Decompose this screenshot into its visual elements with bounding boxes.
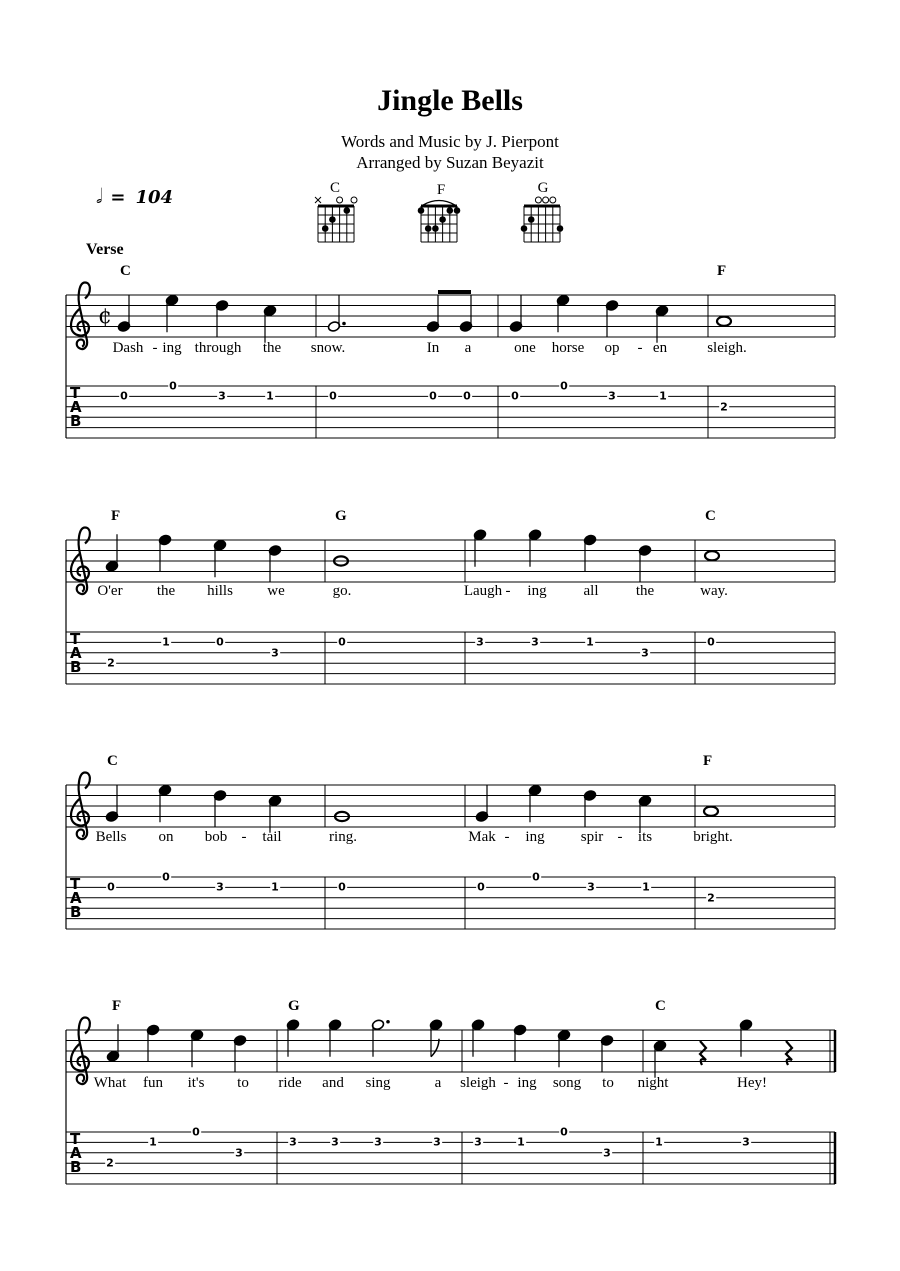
chord-symbol: C — [120, 263, 131, 279]
tab-fret-number: 1 — [266, 389, 274, 403]
lyric-syllable: - — [637, 340, 643, 356]
tab-fret-number: 0 — [107, 880, 115, 894]
chord-symbol: C — [705, 508, 716, 524]
tab-fret-number: 1 — [655, 1135, 663, 1149]
tempo-value: 104 — [135, 187, 174, 208]
lyric-syllable: its — [637, 829, 653, 845]
lyric-syllable: O'er — [97, 583, 123, 599]
tab-fret-number: 3 — [216, 880, 224, 894]
lyric-syllable: the — [262, 340, 282, 356]
lyric-syllable: In — [426, 340, 440, 356]
chord-symbol: G — [288, 998, 300, 1014]
lyric-syllable: the — [156, 583, 176, 599]
tab-fret-number: 2 — [720, 400, 728, 414]
tab-fret-number: 0 — [169, 379, 177, 393]
tab-fret-number: 0 — [560, 379, 568, 393]
lyric-syllable: - — [617, 829, 623, 845]
chord-symbol: F — [111, 508, 121, 524]
chord-grid-c-dot — [344, 207, 351, 214]
chord-diagram-g-name: G — [537, 180, 549, 196]
tab-fret-number: 3 — [331, 1135, 339, 1149]
chord-symbol: F — [112, 998, 122, 1014]
chord-symbol: F — [717, 263, 727, 279]
tab-fret-number: 3 — [289, 1135, 297, 1149]
tab-fret-number: 0 — [511, 389, 519, 403]
lyric-syllable: through — [194, 340, 242, 356]
lyric-syllable: one — [514, 340, 536, 356]
tab-clef-a: A — [70, 644, 82, 662]
lyric-syllable: - — [505, 583, 511, 599]
tab-fret-number: 0 — [477, 880, 485, 894]
tab-fret-number: 0 — [162, 870, 170, 884]
tab-fret-number: 1 — [642, 880, 650, 894]
lyric-syllable: - — [241, 829, 247, 845]
lyric-syllable: What — [93, 1075, 127, 1091]
tab-fret-number: 0 — [216, 635, 224, 649]
lyric-syllable: way. — [700, 583, 728, 599]
tab-fret-number: 1 — [149, 1135, 157, 1149]
chord-grid-f-barre — [423, 201, 455, 206]
lyric-syllable: it's — [187, 1075, 205, 1091]
lyric-syllable: spir — [580, 829, 604, 845]
lyric-syllable: to — [237, 1075, 249, 1091]
chord-grid-g-open — [550, 197, 556, 203]
lyric-syllable: bright. — [693, 829, 733, 845]
lyric-syllable: to — [602, 1075, 614, 1091]
chord-grid-c-open — [337, 197, 343, 203]
lyric-syllable: bob — [204, 829, 228, 845]
tab-clef-t: T — [70, 630, 81, 648]
tab-clef-b: B — [70, 1158, 82, 1176]
tab-fret-number: 0 — [707, 635, 715, 649]
tab-fret-number: 0 — [532, 870, 540, 884]
lyric-syllable: hills — [207, 583, 233, 599]
tab-clef-t: T — [70, 875, 81, 893]
lyric-syllable: - — [152, 340, 158, 356]
chord-symbol: F — [703, 753, 713, 769]
chord-grid-c-open — [351, 197, 357, 203]
tab-fret-number: 3 — [433, 1135, 441, 1149]
chord-diagram-c-name: C — [329, 180, 340, 196]
lyric-syllable: - — [504, 829, 510, 845]
section-label-verse: Verse — [86, 241, 124, 258]
tab-fret-number: 0 — [120, 389, 128, 403]
arranger-credit: Arranged by Suzan Beyazit — [356, 153, 544, 172]
tab-fret-number: 1 — [162, 635, 170, 649]
lyric-syllable: ing — [525, 829, 545, 845]
chord-grid-f-dot — [418, 207, 425, 214]
lyric-syllable: ride — [278, 1075, 302, 1091]
cut-time-icon: ¢ — [98, 304, 112, 329]
dot — [342, 322, 346, 326]
tab-fret-number: 1 — [659, 389, 667, 403]
tab-fret-number: 1 — [586, 635, 594, 649]
lyric-syllable: song — [552, 1075, 582, 1091]
tab-fret-number: 0 — [429, 389, 437, 403]
tab-fret-number: 3 — [374, 1135, 382, 1149]
tab-fret-number: 3 — [235, 1146, 243, 1160]
lyric-syllable: sleigh — [460, 1075, 496, 1091]
lyric-syllable: Dash — [112, 340, 144, 356]
chord-grid-g-open — [543, 197, 549, 203]
tab-clef-a: A — [70, 398, 82, 416]
tab-clef-a: A — [70, 889, 82, 907]
tab-fret-number: 3 — [603, 1146, 611, 1160]
tempo-equals: = — [110, 187, 126, 208]
tab-clef-b: B — [70, 658, 82, 676]
lyric-syllable: fun — [143, 1075, 163, 1091]
chord-grid-f-dot — [432, 225, 439, 232]
dot — [386, 1020, 390, 1024]
tab-fret-number: 3 — [474, 1135, 482, 1149]
tab-fret-number: 3 — [641, 646, 649, 660]
lyric-syllable: en — [652, 340, 668, 356]
lyric-syllable: and — [322, 1075, 344, 1091]
tab-clef-t: T — [70, 384, 81, 402]
lyric-syllable: ing — [527, 583, 547, 599]
tab-fret-number: 3 — [271, 646, 279, 660]
tab-fret-number: 2 — [707, 891, 715, 905]
tab-fret-number: 0 — [192, 1125, 200, 1139]
tab-fret-number: 3 — [742, 1135, 750, 1149]
lyric-syllable: snow. — [310, 340, 346, 356]
tab-fret-number: 0 — [329, 389, 337, 403]
tab-fret-number: 2 — [107, 656, 115, 670]
tab-fret-number: 3 — [476, 635, 484, 649]
tab-fret-number: 0 — [463, 389, 471, 403]
tab-clef-t: T — [70, 1130, 81, 1148]
lyric-syllable: the — [635, 583, 655, 599]
chord-grid-g-open — [535, 197, 541, 203]
chord-grid-f-dot — [454, 207, 461, 214]
lyric-syllable: ing — [162, 340, 182, 356]
chord-symbol: C — [107, 753, 118, 769]
whole-note — [717, 317, 731, 326]
lyric-syllable: Mak — [468, 829, 496, 845]
lyric-syllable: a — [464, 340, 472, 356]
lyric-syllable: op — [604, 340, 620, 356]
chord-grid-f-dot — [425, 225, 432, 232]
chord-grid-c-dot — [322, 225, 329, 232]
chord-symbol: G — [335, 508, 347, 524]
lyric-syllable: - — [503, 1075, 509, 1091]
lyric-syllable: Bells — [95, 829, 127, 845]
song-title: Jingle Bells — [377, 84, 523, 117]
lyric-syllable: horse — [551, 340, 585, 356]
lyric-syllable: sleigh. — [707, 340, 747, 356]
whole-note — [704, 807, 718, 816]
lyric-syllable: night — [637, 1075, 669, 1091]
chord-grid-c-dot — [329, 216, 336, 223]
chord-diagram-f-name: F — [436, 182, 446, 198]
chord-grid-f-dot — [439, 216, 446, 223]
tab-fret-number: 2 — [106, 1156, 114, 1170]
lyric-syllable: on — [158, 829, 174, 845]
lyric-syllable: Hey! — [737, 1075, 767, 1091]
tab-clef-b: B — [70, 412, 82, 430]
lyric-syllable: tail — [262, 829, 282, 845]
tab-fret-number: 3 — [587, 880, 595, 894]
tab-clef-a: A — [70, 1144, 82, 1162]
lyric-syllable: sing — [365, 1075, 391, 1091]
lyric-syllable: ing — [517, 1075, 537, 1091]
lyric-syllable: go. — [332, 583, 352, 599]
lyric-syllable: all — [583, 583, 599, 599]
eighth-flag — [431, 1039, 439, 1057]
tab-clef-b: B — [70, 903, 82, 921]
tab-fret-number: 3 — [531, 635, 539, 649]
tab-fret-number: 0 — [338, 635, 346, 649]
tab-fret-number: 1 — [271, 880, 279, 894]
tab-fret-number: 0 — [560, 1125, 568, 1139]
lyric-syllable: we — [267, 583, 285, 599]
chord-grid-g-dot — [521, 225, 528, 232]
whole-note — [705, 551, 719, 560]
tab-fret-number: 0 — [338, 880, 346, 894]
lyric-syllable: a — [434, 1075, 442, 1091]
tab-fret-number: 3 — [608, 389, 616, 403]
tab-fret-number: 3 — [218, 389, 226, 403]
lyric-syllable: Laugh — [463, 583, 503, 599]
chord-grid-f-dot — [447, 207, 454, 214]
chord-symbol: C — [655, 998, 666, 1014]
composer-credit: Words and Music by J. Pierpont — [341, 132, 559, 151]
half-note-icon: 𝅗𝅥 — [96, 184, 103, 208]
chord-grid-g-dot — [557, 225, 564, 232]
tab-fret-number: 1 — [517, 1135, 525, 1149]
lyric-syllable: ring. — [329, 829, 357, 845]
chord-grid-g-dot — [528, 216, 535, 223]
